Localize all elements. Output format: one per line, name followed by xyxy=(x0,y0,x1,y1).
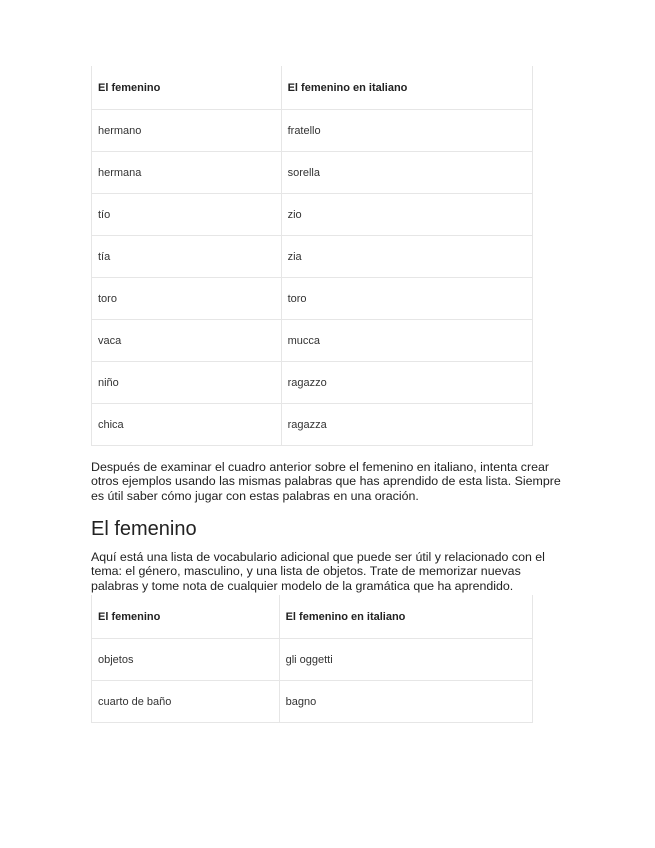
italian-word: ragazzo xyxy=(281,362,532,404)
table-row xyxy=(92,236,533,278)
italian-word: gli oggetti xyxy=(279,639,532,681)
table-row xyxy=(92,404,533,446)
table-row xyxy=(92,152,533,194)
spanish-word: chica xyxy=(92,404,282,446)
italian-word: zio xyxy=(281,194,532,236)
table-row xyxy=(92,320,533,362)
table-row xyxy=(92,278,533,320)
italian-word: ragazza xyxy=(281,404,532,446)
column-header: El femenino en italiano xyxy=(281,67,532,110)
spanish-word: toro xyxy=(92,278,282,320)
spanish-word: cuarto de baño xyxy=(92,681,280,723)
spanish-word: tío xyxy=(92,194,282,236)
table-row xyxy=(92,639,533,681)
italian-word: zia xyxy=(281,236,532,278)
table-row xyxy=(92,362,533,404)
table-header-row xyxy=(92,67,533,110)
italian-word: sorella xyxy=(281,152,532,194)
vocabulary-table-1 xyxy=(91,66,533,446)
section-heading: El femenino xyxy=(91,518,197,540)
spanish-word: tía xyxy=(92,236,282,278)
italian-word: bagno xyxy=(279,681,532,723)
table-row xyxy=(92,194,533,236)
spanish-word: hermano xyxy=(92,110,282,152)
column-header: El femenino en italiano xyxy=(279,596,532,639)
body-paragraph: Aquí está una lista de vocabulario adicional que puede ser útil y relacionado con el tema: el género, masculino, y una lista de objetos. Trate de memorizar nuevas palabras y tome nota de cualquier modelo de la gramática que ha aprendido. xyxy=(91,550,545,593)
column-header: El femenino xyxy=(92,67,282,110)
italian-word: mucca xyxy=(281,320,532,362)
column-header: El femenino xyxy=(92,596,280,639)
vocabulary-table-2 xyxy=(91,595,533,723)
italian-word: toro xyxy=(281,278,532,320)
table-header-row xyxy=(92,596,533,639)
italian-word: fratello xyxy=(281,110,532,152)
spanish-word: objetos xyxy=(92,639,280,681)
table-row xyxy=(92,110,533,152)
spanish-word: niño xyxy=(92,362,282,404)
body-paragraph: Después de examinar el cuadro anterior sobre el femenino en italiano, intenta crear otros ejemplos usando las mismas palabras que has aprendido de esta lista. Siempre es útil saber cómo jugar con estas palabras en una oración. xyxy=(91,460,561,503)
spanish-word: hermana xyxy=(92,152,282,194)
table-row xyxy=(92,681,533,723)
spanish-word: vaca xyxy=(92,320,282,362)
